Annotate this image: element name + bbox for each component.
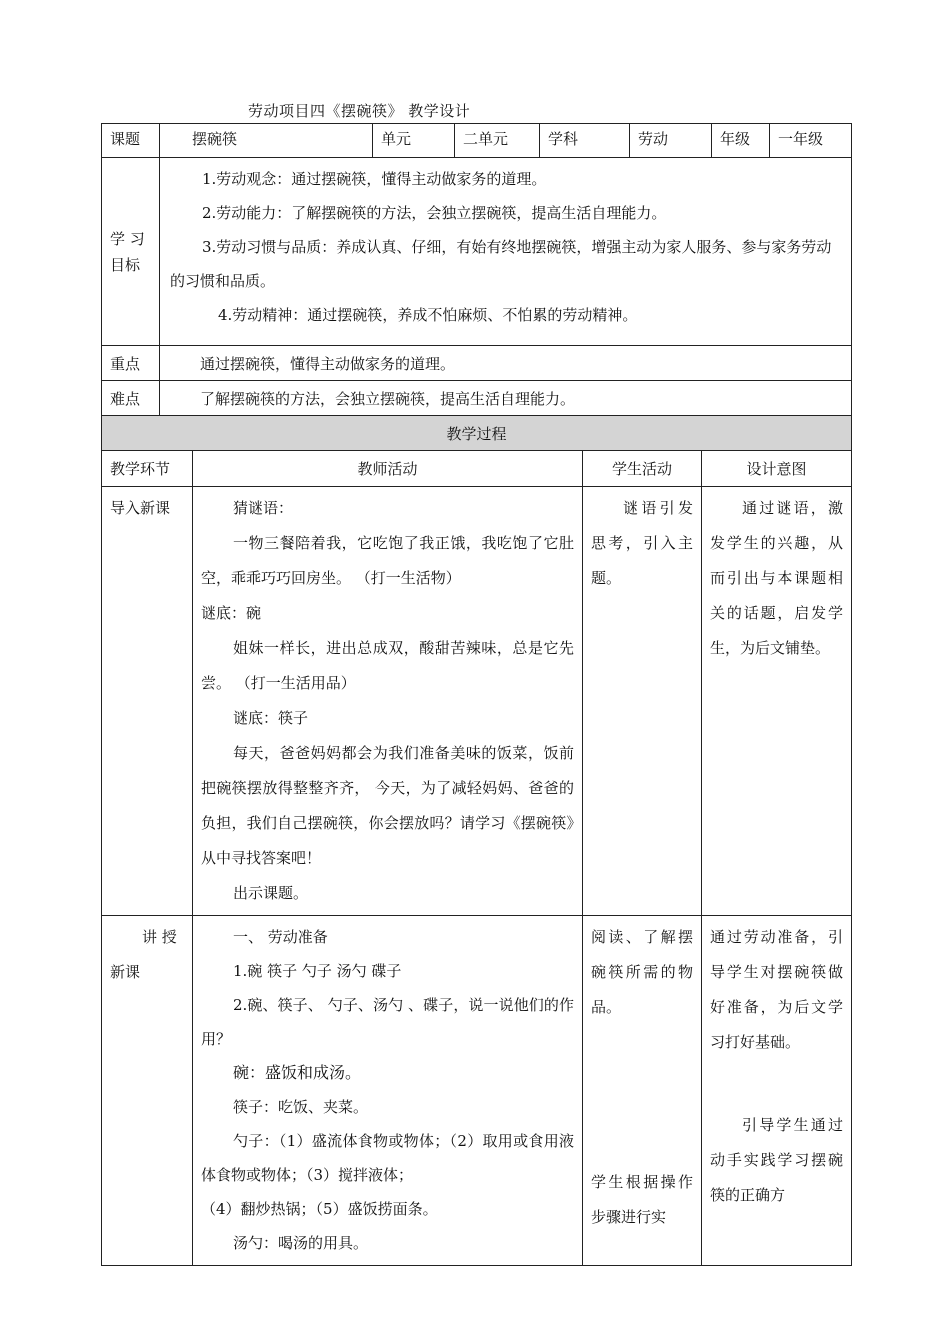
header-row xyxy=(102,124,852,158)
process-heading: 教学过程 xyxy=(102,416,852,451)
teacher-line: 猜谜语： xyxy=(233,499,294,517)
unit-label: 单元 xyxy=(373,124,455,158)
difficulty-label: 难点 xyxy=(102,381,160,416)
intro-stage: 导入新课 xyxy=(102,487,193,916)
subject-label: 学科 xyxy=(540,124,630,158)
intro-student-activity: 谜语引发思考，引入主题。 xyxy=(583,487,702,916)
subject-value: 劳动 xyxy=(630,124,712,158)
difficulty-value: 了解摆碗筷的方法，会独立摆碗筷，提高生活自理能力。 xyxy=(160,381,852,416)
teaching-process-table xyxy=(101,415,852,1266)
key-point-label: 重点 xyxy=(102,346,160,381)
key-point-value: 通过摆碗筷，懂得主动做家务的道理。 xyxy=(160,346,852,381)
objective-item: 3.劳动习惯与品质：养成认真、仔细，有始有终地摆碗筷，增强主动为家人服务、参与家务劳动的习惯和品质。 xyxy=(170,238,832,290)
objective-item: 4.劳动精神：通过摆碗筷，养成不怕麻烦、不怕累的劳动精神。 xyxy=(218,306,638,324)
objectives-row xyxy=(102,158,852,346)
teacher-line: 筷子：吃饭、夹菜。 xyxy=(233,1098,369,1116)
teacher-line: 一物三餐陪着我，它吃饱了我正饿，我吃饱了它肚空，乖乖巧巧回房坐。 （打一生活物） xyxy=(201,534,574,587)
intro-design-intent: 通过谜语，激发学生的兴趣，从而引出与本课题相关的话题，启发学生，为后文铺垫。 xyxy=(702,487,852,916)
objectives-label: 学 习 目标 xyxy=(102,158,160,346)
teacher-line: 2.碗、筷子、 勺子、汤勺 、碟子，说一说他们的作用？ xyxy=(201,996,574,1048)
process-heading-row xyxy=(102,416,852,451)
column-header: 设计意图 xyxy=(702,451,852,487)
teacher-line: 勺子：（1）盛流体食物或物体；（2）取用或食用液体食物或物体；（3）搅拌液体； xyxy=(201,1132,574,1184)
lesson-info-table xyxy=(101,123,852,416)
document-title: 劳动项目四《摆碗筷》 教学设计 xyxy=(248,102,471,120)
unit-value: 二单元 xyxy=(455,124,540,158)
teacher-line: 一、 劳动准备 xyxy=(233,928,328,946)
key-point-row xyxy=(102,346,852,381)
difficulty-row xyxy=(102,381,852,416)
process-column-headers xyxy=(102,451,852,487)
teach-teacher-activity xyxy=(193,916,583,1266)
teach-stage: 讲 授 新课 xyxy=(102,916,193,1266)
topic-label: 课题 xyxy=(102,124,160,158)
teach-student-activity: 阅读、了解摆碗筷所需的物品。 学生根据操作步骤进行实 xyxy=(583,916,702,1266)
topic-value: 摆碗筷 xyxy=(160,124,373,158)
objectives-list xyxy=(160,158,852,346)
teacher-line: 出示课题。 xyxy=(233,884,309,902)
teacher-line: 谜底：筷子 xyxy=(233,709,309,727)
teacher-line: 汤勺：喝汤的用具。 xyxy=(233,1234,369,1252)
objective-item: 1.劳动观念：通过摆碗筷，懂得主动做家务的道理。 xyxy=(202,170,547,188)
teach-row xyxy=(102,916,852,1266)
intro-row xyxy=(102,487,852,916)
grade-value: 一年级 xyxy=(770,124,852,158)
grade-label: 年级 xyxy=(712,124,770,158)
teacher-line: 碗：盛饭和成汤。 xyxy=(233,1063,362,1082)
teach-design-intent: 通过劳动准备，引导学生对摆碗筷做好准备，为后文学习打好基础。 引导学生通过动手实践学习摆碗筷的正确方 xyxy=(702,916,852,1266)
column-header: 学生活动 xyxy=(583,451,702,487)
teacher-line: 姐妹一样长，进出总成双，酸甜苦辣味，总是它先尝。 （打一生活用品） xyxy=(201,639,574,692)
column-header: 教学环节 xyxy=(102,451,193,487)
teacher-line: 1.碗 筷子 勺子 汤勺 碟子 xyxy=(233,962,402,980)
objective-item: 2.劳动能力：了解摆碗筷的方法，会独立摆碗筷，提高生活自理能力。 xyxy=(202,204,667,222)
teacher-line: （4）翻炒热锅；（5）盛饭捞面条。 xyxy=(201,1200,438,1218)
teacher-line: 每天，爸爸妈妈都会为我们准备美味的饭菜，饭前把碗筷摆放得整整齐齐， 今天，为了减轻妈妈、爸爸的负担，我们自己摆碗筷，你会摆放吗？请学习《摆碗筷》从中寻找答案吧！ xyxy=(201,744,574,867)
column-header: 教师活动 xyxy=(193,451,583,487)
teacher-line: 谜底：碗 xyxy=(201,604,262,622)
intro-teacher-activity xyxy=(193,487,583,916)
